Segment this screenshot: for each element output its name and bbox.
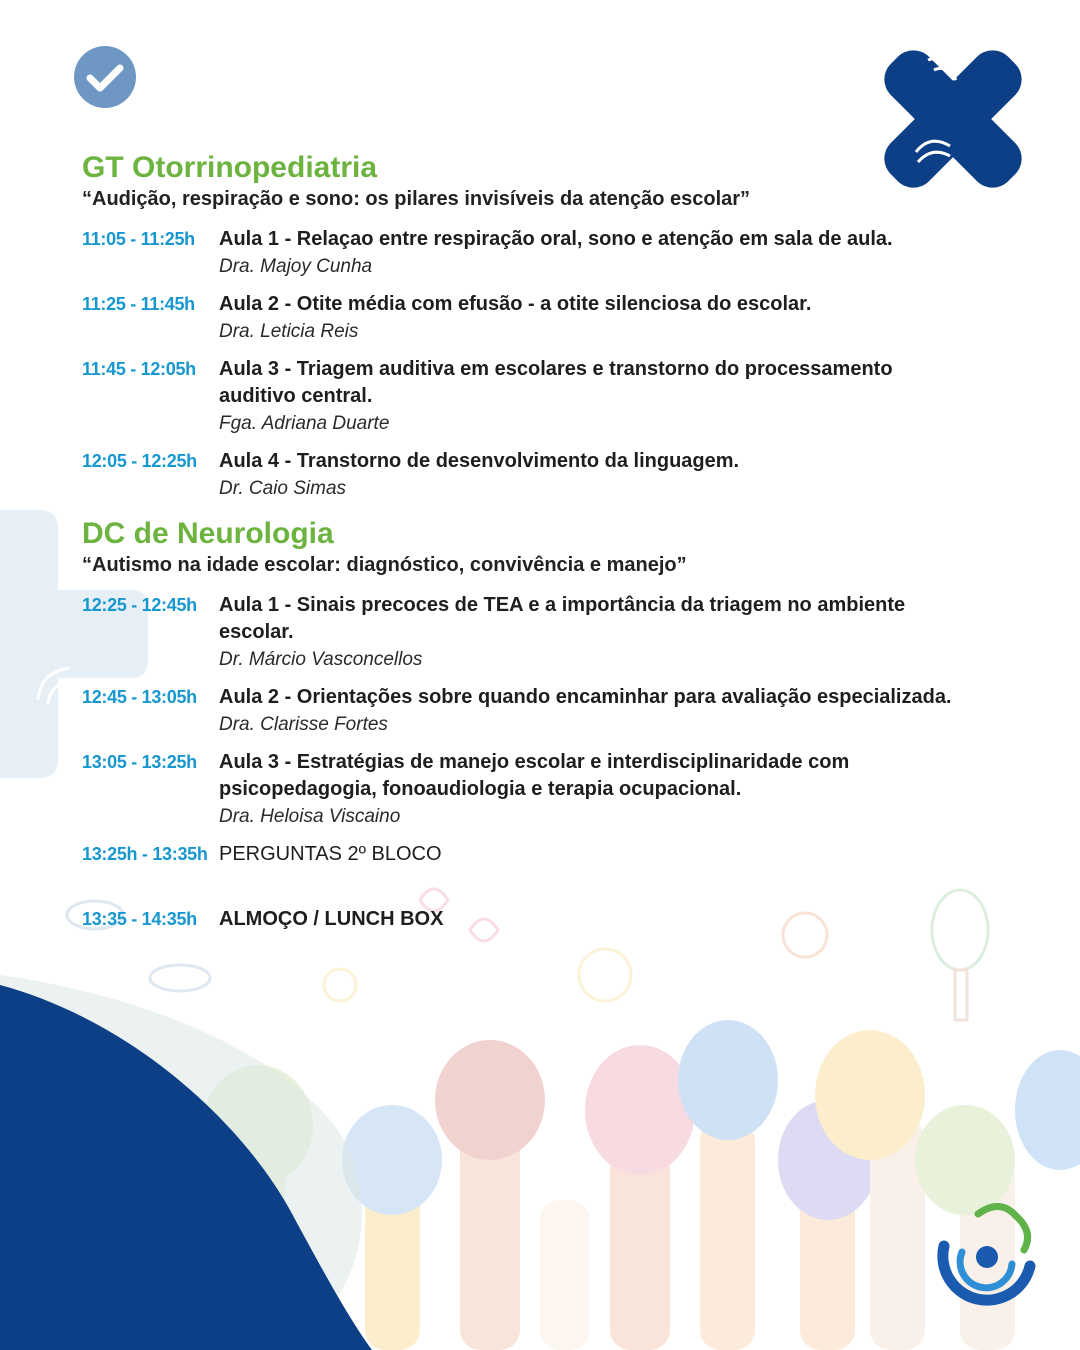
session-row [82, 226, 1042, 280]
section-title: DC de Neurologia [82, 517, 334, 550]
section-subtitle: “Audição, respiração e sono: os pilares invisíveis da atenção escolar” [82, 188, 751, 210]
check-circle-icon [72, 44, 138, 110]
questions-time: 13:25h - 13:35h [82, 844, 208, 864]
session-speaker: Fga. Adriana Duarte [219, 413, 390, 434]
session-row [82, 448, 1042, 502]
session-speaker: Dr. Márcio Vasconcellos [219, 649, 423, 670]
program-content [82, 150, 1042, 944]
section-neurologia [82, 516, 1042, 933]
lunch-label: ALMOÇO / LUNCH BOX [219, 908, 444, 930]
session-row [82, 592, 1042, 673]
session-time: 13:05 - 13:25h [82, 752, 197, 772]
lunch-row [82, 906, 1042, 933]
session-title: Aula 4 - Transtorno de desenvolvimento da linguagem. [219, 450, 740, 472]
session-speaker: Dra. Leticia Reis [219, 321, 359, 342]
session-time: 12:45 - 13:05h [82, 687, 197, 707]
session-row [82, 684, 1042, 738]
questions-row [82, 841, 1042, 868]
session-title: Aula 2 - Otite média com efusão - a otite silenciosa do escolar. [219, 293, 812, 315]
session-speaker: Dr. Caio Simas [219, 478, 347, 499]
session-title: Aula 2 - Orientações sobre quando encaminhar para avaliação especializada. [219, 686, 952, 708]
questions-label: PERGUNTAS 2º BLOCO [219, 843, 442, 865]
session-speaker: Dra. Heloisa Viscaino [219, 806, 401, 827]
session-time: 11:25 - 11:45h [82, 294, 195, 314]
lunch-time: 13:35 - 14:35h [82, 909, 197, 929]
session-title: Aula 3 - Triagem auditiva em escolares e transtorno do processamento auditivo central. [219, 358, 893, 407]
session-row [82, 291, 1042, 345]
section-subtitle: “Autismo na idade escolar: diagnóstico, convivência e manejo” [82, 554, 687, 576]
session-title: Aula 3 - Estratégias de manejo escolar e interdisciplinaridade com psicopedagogia, fonoaudiologia e terapia ocupacional. [219, 751, 850, 800]
session-time: 12:05 - 12:25h [82, 451, 197, 471]
section-title: GT Otorrinopediatria [82, 151, 378, 184]
brand-logo-icon [930, 1200, 1040, 1320]
session-speaker: Dra. Clarisse Fortes [219, 714, 388, 735]
session-speaker: Dra. Majoy Cunha [219, 256, 373, 277]
session-row [82, 749, 1042, 830]
session-title: Aula 1 - Relaçao entre respiração oral, sono e atenção em sala de aula. [219, 228, 893, 250]
session-title: Aula 1 - Sinais precoces de TEA e a importância da triagem no ambiente escolar. [219, 594, 906, 643]
session-time: 12:25 - 12:45h [82, 595, 197, 615]
session-time: 11:45 - 12:05h [82, 359, 196, 379]
section-otorrino [82, 150, 1042, 502]
session-row [82, 356, 1042, 437]
session-time: 11:05 - 11:25h [82, 229, 195, 249]
